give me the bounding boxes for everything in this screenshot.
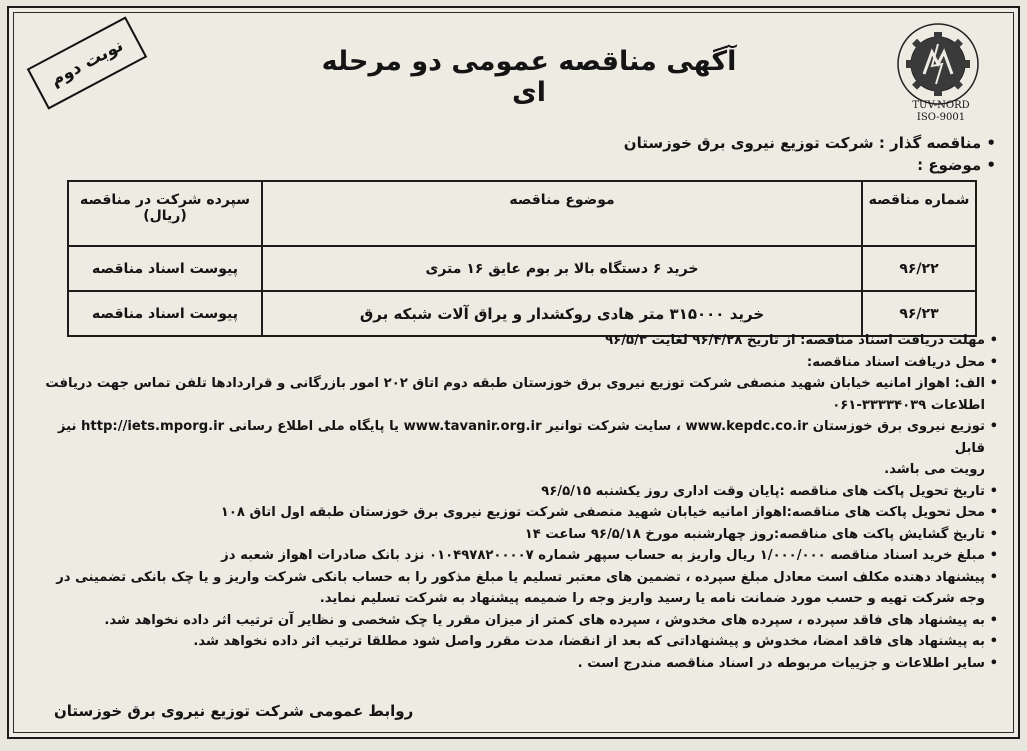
tender-table bbox=[67, 180, 977, 337]
list-item: • الف: اهواز امانیه خیابان شهید منصفی شرکت توزیع نیروی برق خوزستان طبقه دوم اتاق ۲۰۲ امور بازرگانی و قراردادها تلفن تماس جهت دریافت bbox=[23, 373, 998, 395]
subject-label: • موضوع : bbox=[917, 156, 996, 174]
tender-number: ۹۶/۲۳ bbox=[862, 291, 976, 336]
cert-line-2: ISO-9001 bbox=[916, 112, 966, 123]
list-item: • مهلت دریافت اسناد مناقصه: از تاریخ ۹۶/۴/۲۸ لغایت ۹۶/۵/۳ bbox=[23, 330, 998, 352]
header-number: شماره مناقصه bbox=[862, 181, 976, 246]
signature: روابط عمومی شرکت توزیع نیروی برق خوزستان bbox=[54, 702, 414, 720]
terms-list bbox=[23, 330, 998, 674]
tender-deposit: پیوست اسناد مناقصه bbox=[68, 291, 262, 336]
list-item: • به پیشنهاد های فاقد امضا، مخدوش و پیشنهاداتی که بعد از انقضا، مدت مقرر واصل شود مطلقا ترتیب اثر داده نخواهد شد. bbox=[23, 631, 998, 653]
list-item: • مبلغ خرید اسناد مناقصه ۱/۰۰۰/۰۰۰ ریال واریز به حساب سپهر شماره ۰۱۰۴۹۷۸۲۰۰۰۰۷ نزد بانک صادرات اهواز شعبه دز bbox=[23, 545, 998, 567]
tender-advertisement bbox=[7, 6, 1020, 739]
header-subject: موضوع مناقصه bbox=[262, 181, 862, 246]
list-item: • تاریخ تحویل پاکت های مناقصه :پایان وقت اداری روز یکشنبه ۹۶/۵/۱۵ bbox=[23, 481, 998, 503]
tender-subject: خرید ۶ دستگاه بالا بر بوم عایق ۱۶ متری bbox=[262, 246, 862, 291]
second-publication-stamp: نوبت دوم bbox=[27, 16, 147, 109]
list-item: • پیشنهاد دهنده مکلف است معادل مبلغ سپرده ، تضمین های معتبر تسلیم یا مبلغ مذکور را به حساب بانکی شرکت واریز و یا چک بانکی تضمینی در bbox=[23, 567, 998, 589]
cert-line-1: TUV-NORD bbox=[912, 100, 970, 111]
list-item: • توزیع نیروی برق خوزستان www.kepdc.co.ir ، سایت شرکت توانیر www.tavanir.org.ir یا پایگاه ملی اطلاع رسانی http://iets.mporg.ir نیز قابل bbox=[23, 416, 998, 459]
tender-subject: خرید ۳۱۵۰۰۰ متر هادی روکشدار و یراق آلات شبکه برق bbox=[262, 291, 862, 336]
table-row bbox=[68, 246, 976, 291]
page-title: آگهی مناقصه عمومی دو مرحله ای bbox=[321, 46, 737, 108]
list-item: • محل دریافت اسناد مناقصه: bbox=[23, 352, 998, 374]
list-item: • محل تحویل پاکت های مناقصه:اهواز امانیه خیابان شهید منصفی شرکت توزیع نیروی برق خوزستان طبقه اول اتاق ۱۰۸ bbox=[23, 502, 998, 524]
table-header-row bbox=[68, 181, 976, 246]
tender-number: ۹۶/۲۲ bbox=[862, 246, 976, 291]
list-item: رویت می باشد. bbox=[884, 462, 985, 477]
tenderer-line: • مناقصه گذار : شرکت توزیع نیروی برق خوزستان bbox=[623, 134, 996, 152]
list-item: • سایر اطلاعات و جزییات مربوطه در اسناد مناقصه مندرج است . bbox=[23, 653, 998, 675]
company-logo bbox=[876, 14, 1006, 126]
list-item: اطلاعات ۳۳۳۳۴۰۳۹-۰۶۱ bbox=[832, 397, 985, 413]
list-item: وجه شرکت تهیه و حسب مورد ضمانت نامه یا رسید واریز وجه را ضمیمه پیشنهاد به شرکت تسلیم نماید. bbox=[319, 591, 985, 606]
header-deposit: سپرده شرکت در مناقصه (ریال) bbox=[68, 181, 262, 246]
list-item: • به پیشنهاد های فاقد سپرده ، سپرده های مخدوش ، سپرده های کمتر از میزان مقرر یا چک شخصی و نظایر آن ترتیب اثر داده نخواهد شد. bbox=[23, 610, 998, 632]
list-item: • تاریخ گشایش پاکت های مناقصه:روز چهارشنبه مورخ ۹۶/۵/۱۸ ساعت ۱۴ bbox=[23, 524, 998, 546]
tender-deposit: پیوست اسناد مناقصه bbox=[68, 246, 262, 291]
